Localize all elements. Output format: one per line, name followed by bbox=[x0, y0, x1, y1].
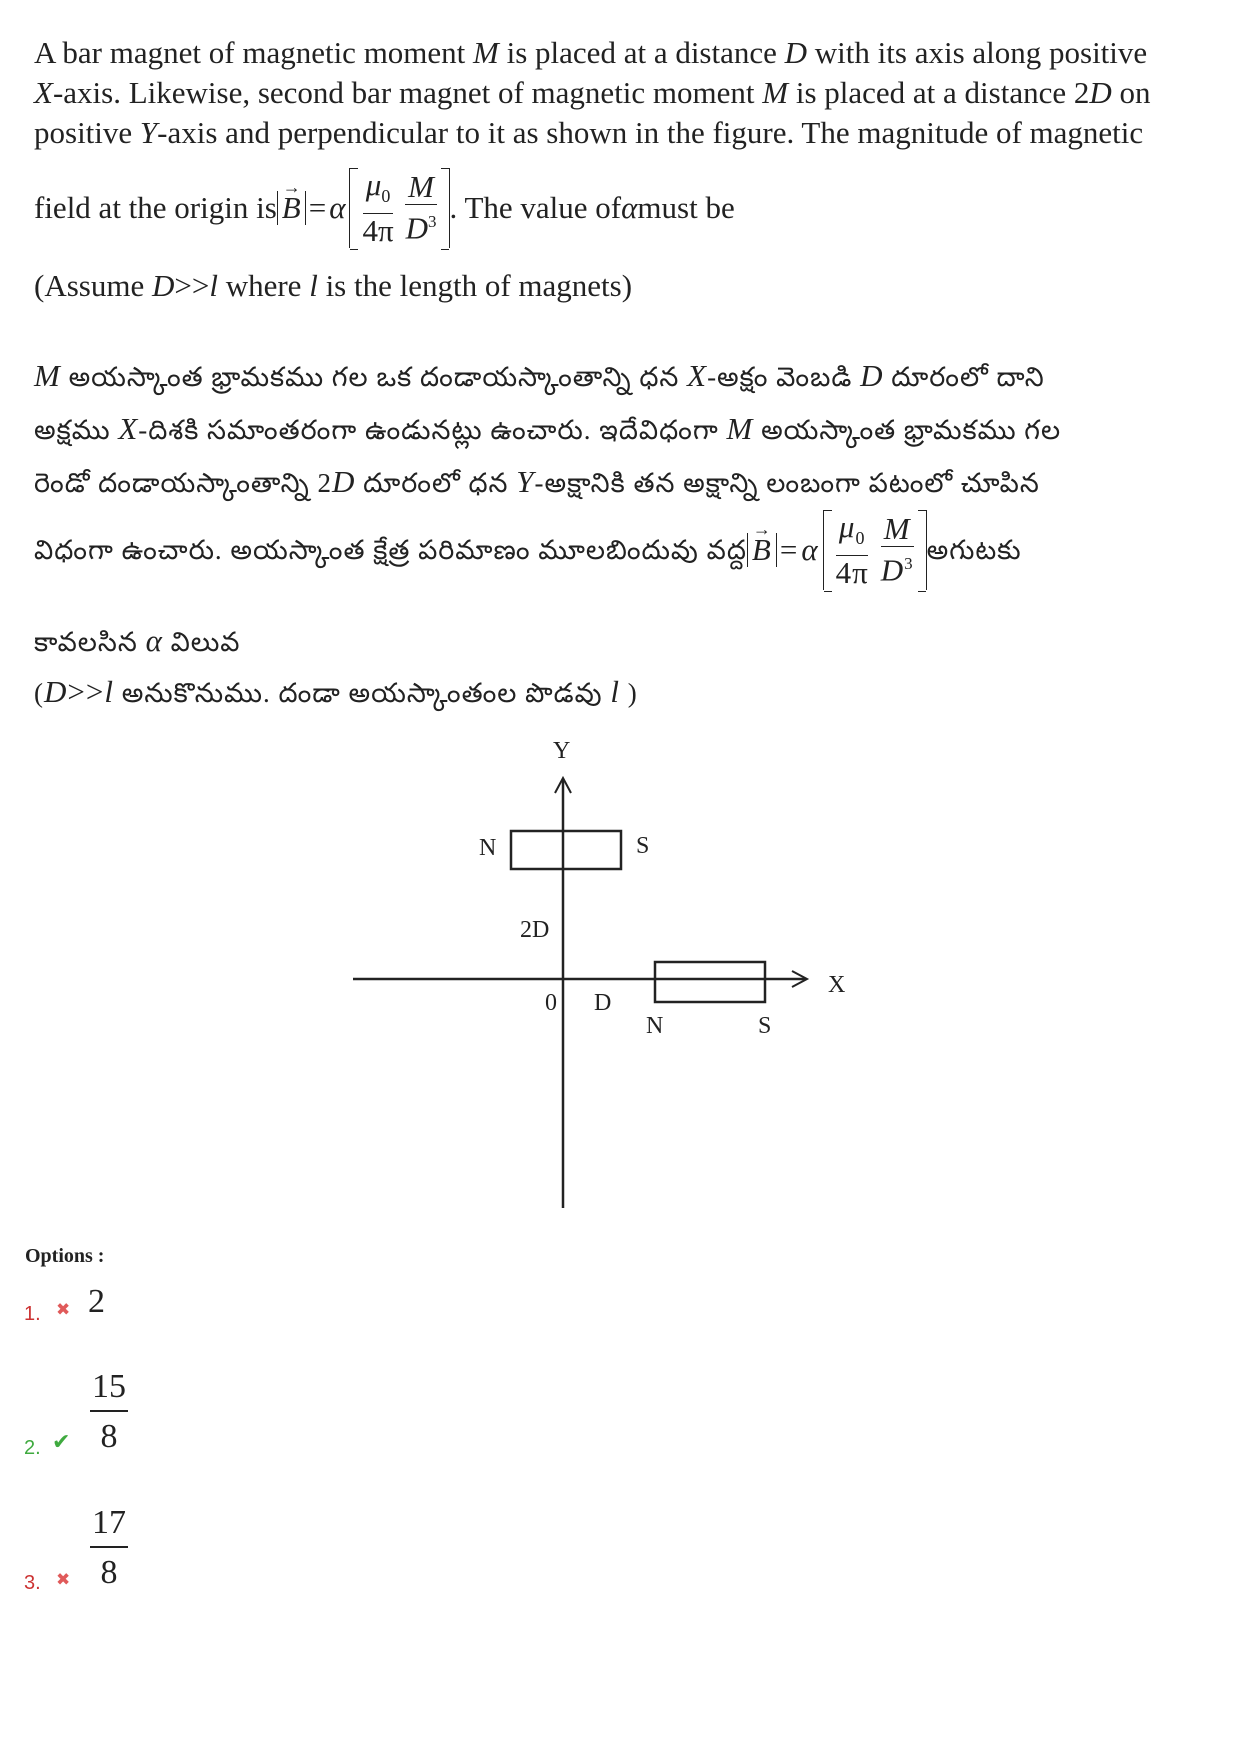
magnet-y-north-label: N bbox=[479, 835, 497, 861]
d-label: D bbox=[594, 990, 612, 1016]
magnet-y-south-label: S bbox=[636, 833, 650, 859]
formula-telugu: → B = α $\frac{\mu_0}{4\pi}$ $\frac{M}{D^3}$ bbox=[747, 510, 927, 590]
incorrect-icon: ✖ bbox=[56, 1570, 71, 1590]
option-1-value: 2 bbox=[88, 1283, 105, 1320]
question-assumption: (Assume D>>l where l is the length of magnets) bbox=[34, 268, 633, 303]
telugu-line-2: అక్షము X-దిశకి సమాంతరంగా ఉండునట్లు ఉంచారు. ఇదేవిధంగా M అయస్కాంత భ్రామకము గల bbox=[34, 411, 1062, 446]
origin-label: 0 bbox=[545, 990, 557, 1016]
option-2-number: 2. bbox=[24, 1437, 41, 1459]
question-line-2: X-axis. Likewise, second bar magnet of magnetic moment M is placed at a distance 2D on bbox=[34, 75, 1151, 110]
option-2-fraction: $\frac{15}{8}$ bbox=[92, 1368, 126, 1455]
magnet-on-y-axis bbox=[511, 831, 621, 869]
incorrect-icon: ✖ bbox=[56, 1300, 71, 1320]
option-3-number: 3. bbox=[24, 1572, 41, 1594]
option-1-number: 1. bbox=[24, 1303, 41, 1325]
magnet-x-north-label: N bbox=[646, 1013, 664, 1039]
option-3-fraction: $\frac{17}{8}$ bbox=[92, 1504, 126, 1591]
options-label: Options : bbox=[25, 1245, 105, 1267]
y-axis-label: Y bbox=[553, 738, 571, 764]
question-line-3: positive Y-axis and perpendicular to it as shown in the figure. The magnitude of magnetic bbox=[34, 115, 1144, 150]
telugu-line-6: (D>>l అనుకొనుము. దండా అయస్కాంతంల పొడవు l ) bbox=[34, 674, 638, 709]
x-axis-label: X bbox=[828, 972, 846, 998]
question-line-4: field at the origin is → B = α $\frac{\mu_0}{4\pi}$ $\frac{M}{D^3}$ . The value of α must be bbox=[34, 168, 1194, 248]
formula-english: → B = α $\frac{\mu_0}{4\pi}$ $\frac{M}{D^3}$ bbox=[277, 168, 450, 248]
two-d-label: 2D bbox=[520, 917, 550, 943]
magnet-on-x-axis bbox=[655, 962, 765, 1002]
magnet-x-south-label: S bbox=[758, 1013, 772, 1039]
telugu-line-3: రెండో దండాయస్కాంతాన్ని 2D దూరంలో ధన Y-అక్షానికి తన అక్షాన్ని లంబంగా పటంలో చూపిన bbox=[34, 464, 1040, 499]
question-line-1: A bar magnet of magnetic moment M is placed at a distance D with its axis along positive bbox=[34, 35, 1148, 70]
telugu-line-1: M అయస్కాంత భ్రామకము గల ఒక దండాయస్కాంతాన్ని ధన X-అక్షం వెంబడి D దూరంలో దాని bbox=[34, 358, 1045, 393]
telugu-line-4: విధంగా ఉంచారు. అయస్కాంత క్షేత్ర పరిమాణం మూలబిందువు వద్ద → B = α $\frac{\mu_0}{4\pi}$ $\frac{M}{D^3}$ అగుటకు bbox=[34, 510, 1194, 590]
telugu-line-5: కావలసిన α విలువ bbox=[34, 623, 241, 658]
correct-icon: ✔ bbox=[52, 1430, 71, 1455]
